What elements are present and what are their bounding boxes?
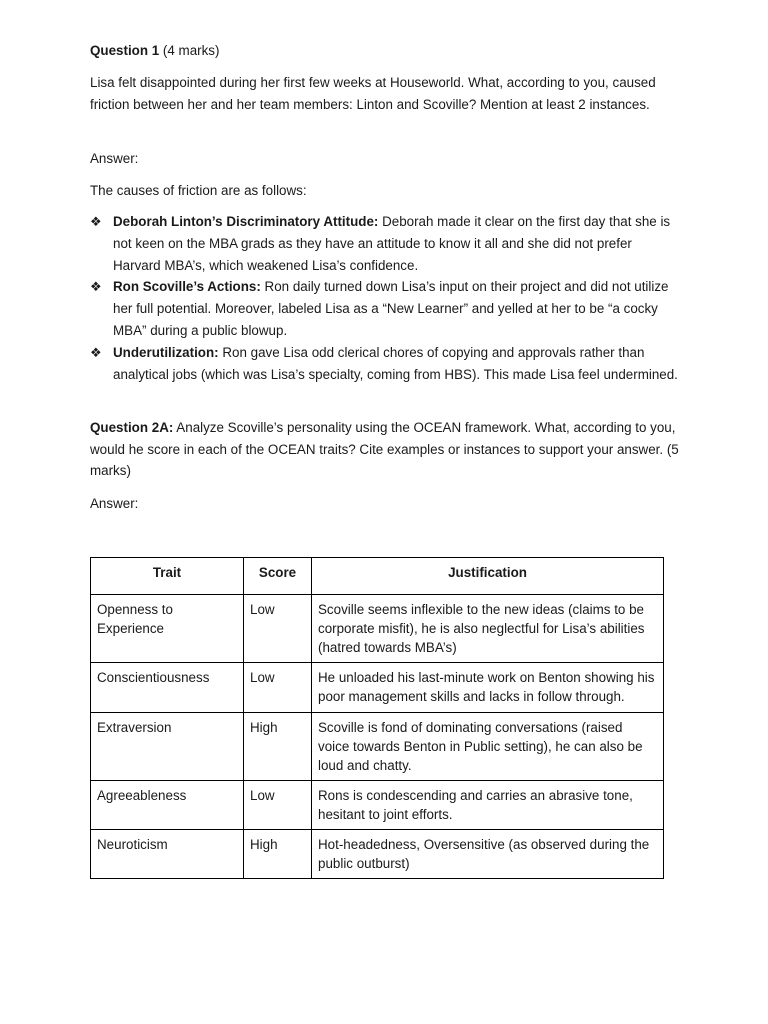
diamond-bullet-icon: ❖ <box>90 344 102 360</box>
causes-intro: The causes of friction are as follows: <box>90 183 307 198</box>
bullet-title: Deborah Linton’s Discriminatory Attitude: <box>113 214 379 229</box>
justification-cell: Scoville is fond of dominating conversations (raised voice towards Benton in Public setting), he can also be loud and chatty. <box>312 713 664 781</box>
justification-cell: Rons is condescending and carries an abrasive tone, hesitant to joint efforts. <box>312 781 664 830</box>
list-item <box>90 342 682 386</box>
score-cell: Low <box>244 663 312 713</box>
header-justification: Justification <box>312 558 664 595</box>
question-1-heading <box>90 40 678 62</box>
ocean-table <box>90 557 664 879</box>
diamond-bullet-icon: ❖ <box>90 214 102 229</box>
trait-cell: Extraversion <box>91 713 244 781</box>
trait-cell: Conscientiousness <box>91 663 244 713</box>
trait-cell: Openness to Experience <box>91 595 244 663</box>
bullet-title: Ron Scoville’s Actions: <box>113 279 261 295</box>
list-item <box>90 276 682 341</box>
score-cell: Low <box>244 595 312 663</box>
bullet-title: Underutilization: <box>113 344 219 360</box>
question-1-text: Lisa felt disappointed during her first few weeks at Houseworld. What, according to you, caused friction between her and her team members: Linton and Scoville? Mention at least 2 instances. <box>90 75 656 112</box>
question-2a <box>90 417 682 482</box>
causes-list <box>90 211 682 385</box>
bullet-text: Ron daily turned down Lisa’s input on their project and did not utilize her full potential. Moreover, labeled Lisa as a “New Learner” and yelled at her to be “a cocky MBA” during a public blowup. <box>113 279 669 338</box>
header-score: Score <box>244 558 312 595</box>
answer-2a-label: Answer: <box>90 496 139 511</box>
question-1-label: Question 1 <box>90 43 160 58</box>
score-cell: Low <box>244 781 312 830</box>
table-row <box>91 830 664 879</box>
score-cell: High <box>244 830 312 879</box>
table-row <box>91 781 664 830</box>
list-item <box>90 211 682 276</box>
answer-1-label: Answer: <box>90 151 139 166</box>
bullet-text: Deborah made it clear on the first day that she is not keen on the MBA grads as they have an attitude to know it all and she did not prefer Harvard MBA’s, which weakened Lisa’s confidence. <box>113 214 671 273</box>
question-2a-text: Analyze Scoville’s personality using the OCEAN framework. What, according to you, would he score in each of the OCEAN traits? Cite examples or instances to support your answer. (5 marks) <box>90 420 679 478</box>
question-2a-label: Question 2A: <box>90 420 174 435</box>
score-cell: High <box>244 713 312 781</box>
justification-cell: Scoville seems inflexible to the new ideas (claims to be corporate misfit), he is also neglectful for Lisa’s abilities (hatred towards MBA’s) <box>312 595 664 663</box>
table-row <box>91 713 664 781</box>
diamond-bullet-icon: ❖ <box>90 279 102 295</box>
table-row <box>91 595 664 663</box>
bullet-text: Ron gave Lisa odd clerical chores of copying and approvals rather than analytical jobs (which was Lisa’s specialty, coming from HBS). This made Lisa feel undermined. <box>113 344 678 382</box>
justification-cell: Hot-headedness, Oversensitive (as observed during the public outburst) <box>312 830 664 879</box>
trait-cell: Agreeableness <box>91 781 244 830</box>
justification-cell: He unloaded his last-minute work on Benton showing his poor management skills and lacks in follow through. <box>312 663 664 713</box>
table-row <box>91 663 664 713</box>
trait-cell: Neuroticism <box>91 830 244 879</box>
question-1-marks: (4 marks) <box>159 43 220 58</box>
table-header-row <box>91 558 664 595</box>
header-trait: Trait <box>91 558 244 595</box>
